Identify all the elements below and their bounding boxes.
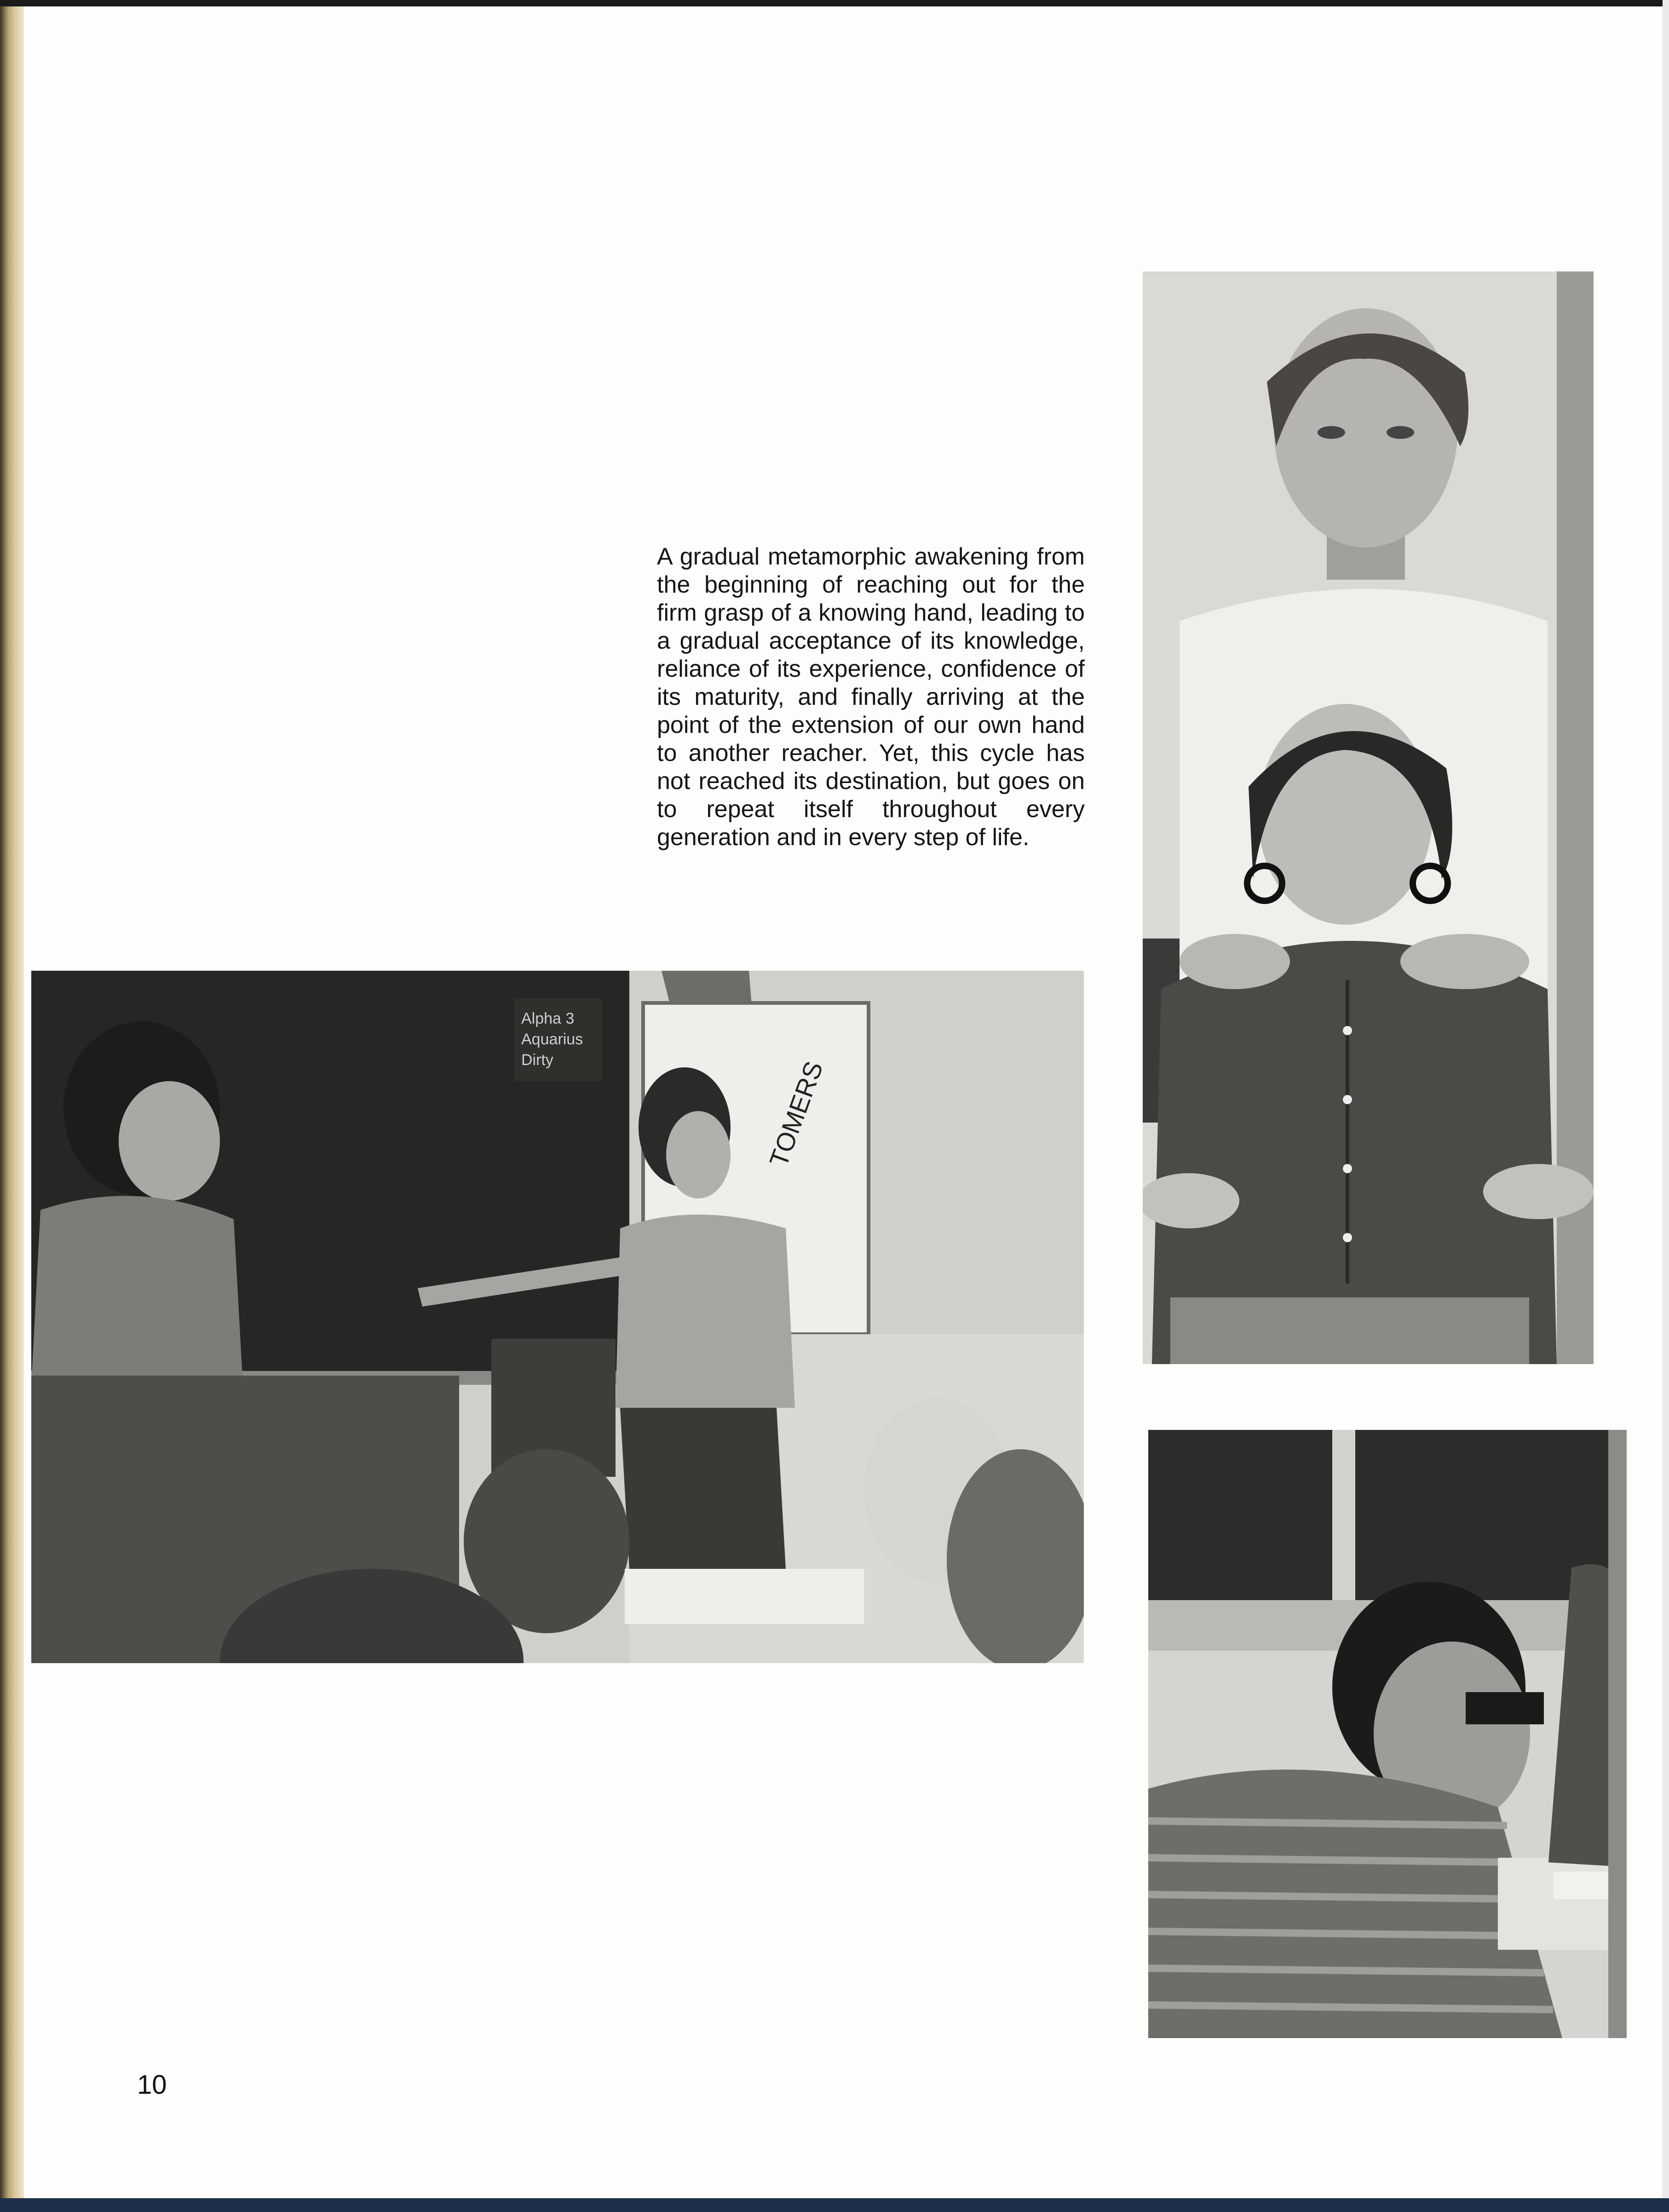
classroom-photo xyxy=(31,971,1084,1663)
page-right-edge xyxy=(1663,0,1669,2212)
book-binding xyxy=(0,0,24,2212)
chalkboard-text-line2: Aquarius xyxy=(521,1031,583,1048)
page-bottom-edge xyxy=(0,2198,1669,2212)
chalkboard-text-line1: Alpha 3 xyxy=(521,1010,575,1027)
page-top-edge xyxy=(0,0,1669,6)
caption-paragraph: A gradual metamorphic awakening from the beginning of reaching out for the firm grasp of a knowing hand, leading to a gradual acceptance of its knowledge, reliance of its experience, confidence of its maturity, and finally arriving at the point of the extension of our own hand to another reacher. Yet, this cycle has not reached its destination, but goes on to repeat itself throughout every generation and in every step of life. xyxy=(657,543,1085,851)
portrait-photo xyxy=(1143,271,1594,1364)
chalkboard-text-line3: Dirty xyxy=(521,1051,553,1069)
page-number: 10 xyxy=(137,2070,167,2100)
portrait-photo-illustration xyxy=(1143,271,1594,1364)
student-photo-illustration xyxy=(1148,1430,1627,2038)
poster-text: TOMERS xyxy=(764,1057,829,1171)
classroom-photo-illustration xyxy=(31,971,1084,1663)
student-photo xyxy=(1148,1430,1627,2038)
